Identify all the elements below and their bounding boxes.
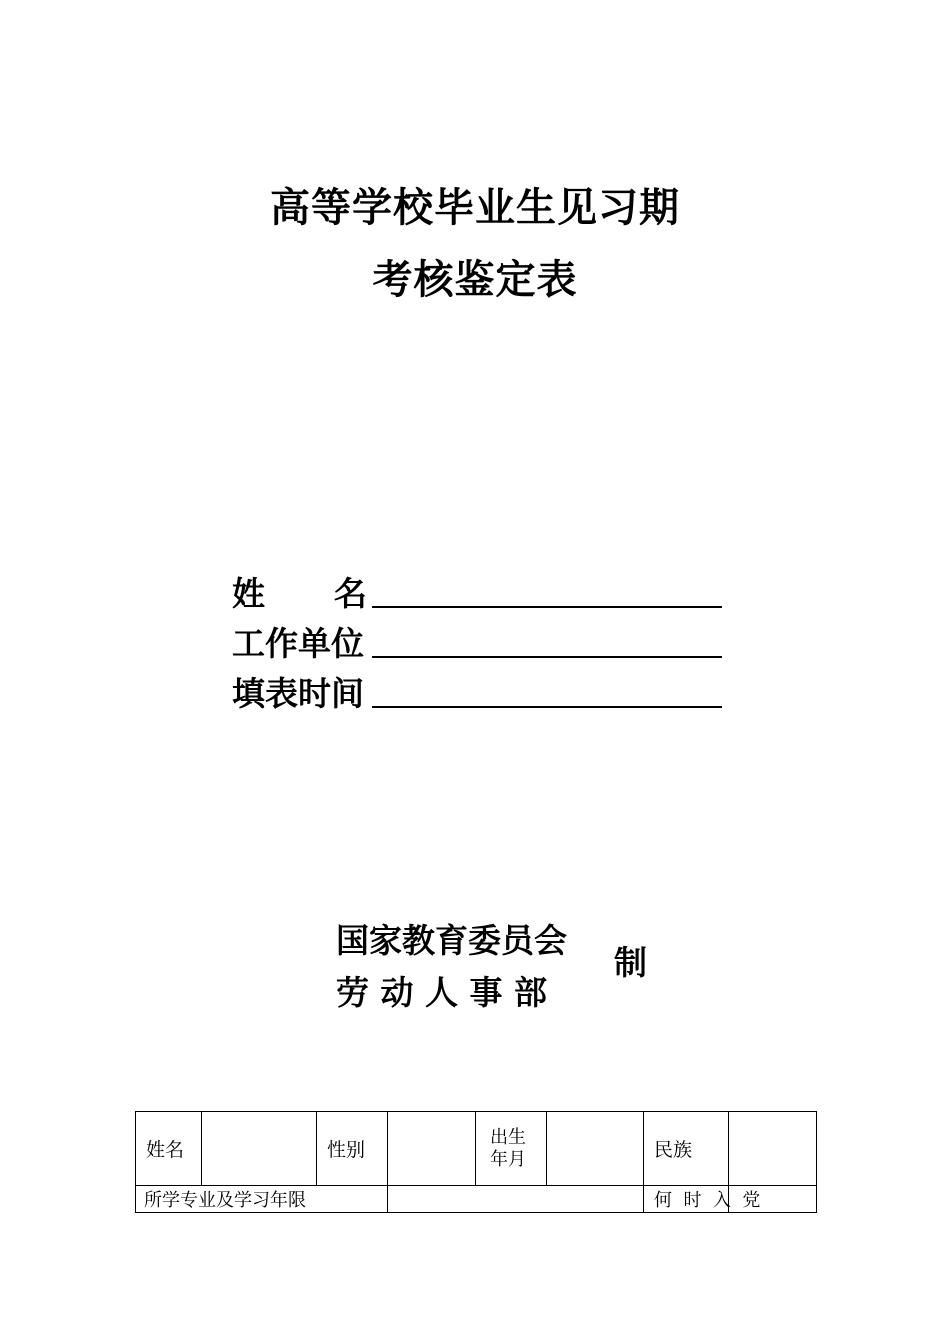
issuer-block [336,915,567,1019]
party-cell-label: 何 时 入 党 [644,1186,729,1213]
fill-date-field-row [232,666,732,714]
name-field-label: 姓 名 [232,574,367,613]
major-cell-value[interactable] [388,1186,644,1213]
fill-date-field-label: 填表时间 [232,674,364,713]
major-cell-label: 所学专业及学习年限 [136,1186,388,1213]
fill-date-field-line[interactable] [372,670,722,708]
name-field-row [232,566,732,614]
issuer-suffix: 制 [614,943,647,982]
birth-cell-label-line-1: 出生 [490,1126,526,1148]
issuer-line-2: 劳 动 人 事 部 [336,973,547,1012]
name-cell-label: 姓名 [136,1112,202,1186]
birth-cell-label [476,1112,547,1186]
gender-cell-value[interactable] [388,1112,476,1186]
issuer-line-1: 国家教育委员会 [336,921,567,960]
work-unit-field-row [232,616,732,664]
document-title-line-2: 考核鉴定表 [372,256,578,303]
name-cell-value[interactable] [202,1112,317,1186]
work-unit-field-label: 工作单位 [232,624,364,663]
birth-cell-value[interactable] [547,1112,644,1186]
gender-cell-label: 性别 [317,1112,388,1186]
ethnicity-cell-value[interactable] [729,1112,817,1186]
document-title-line-1: 高等学校毕业生见习期 [270,184,680,231]
table-row [136,1112,817,1186]
table-row [136,1186,817,1213]
info-table [135,1111,817,1213]
cover-fields [232,566,732,716]
birth-cell-label-line-2: 年月 [490,1148,526,1170]
work-unit-field-line[interactable] [372,620,722,658]
ethnicity-cell-label: 民族 [644,1112,729,1186]
name-field-line[interactable] [372,570,722,608]
